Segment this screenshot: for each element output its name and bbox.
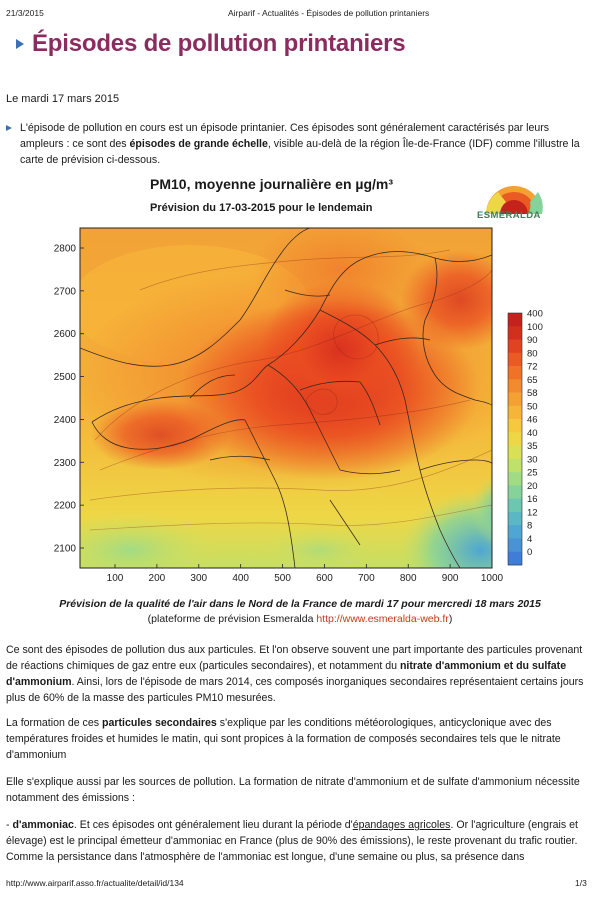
legend-swatch <box>508 472 522 486</box>
legend-swatch <box>508 525 522 539</box>
x-tick-label: 100 <box>106 573 124 584</box>
map-graphic <box>40 170 560 590</box>
x-tick-label: 300 <box>190 573 208 584</box>
x-tick-label: 900 <box>441 573 459 584</box>
x-tick-label: 200 <box>148 573 166 584</box>
legend-swatch <box>508 406 522 420</box>
legend-swatch <box>508 340 522 354</box>
x-tick-label: 400 <box>232 573 250 584</box>
map-plot-area <box>40 220 560 590</box>
print-footer-page: 1/3 <box>575 878 587 888</box>
caption-source-suffix: ) <box>448 613 453 625</box>
para2-text-a: La formation de ces <box>6 717 102 729</box>
legend-label: 12 <box>527 507 538 519</box>
page-title-text: Épisodes de pollution printaniers <box>32 30 406 57</box>
legend-swatch <box>508 366 522 380</box>
para4-text-e: . Or l'agriculture (engrais et élevage) est le principal émetteur d'ammoniac en France (plus de 90% des émissions), le reste provenant du trafic routier. Comme la persistance dans l'atmosphère de l'ammoniac est longue, d'une semaine ou plus, sa présence dans <box>6 819 578 863</box>
map-title: PM10, moyenne journalière en µg/m³ <box>150 176 394 192</box>
legend-label: 100 <box>527 321 543 333</box>
print-header-date: 21/3/2015 <box>6 8 44 18</box>
intro-text-1: L'épisode de pollution en cours est un épisode printanier. Ces épisodes sont généralement caractérisés par leurs ampleurs : ce sont des <box>20 122 550 150</box>
y-axis <box>54 244 84 555</box>
color-legend <box>508 309 543 566</box>
legend-label: 72 <box>527 361 538 373</box>
paragraph-particles <box>6 642 588 706</box>
legend-swatch <box>508 393 522 407</box>
legend-label: 46 <box>527 414 538 426</box>
para1-bold: nitrate d'ammonium et du sulfate d'ammonium <box>6 660 567 688</box>
epandages-agricoles-link[interactable]: épandages agricoles <box>352 819 451 831</box>
legend-swatch <box>508 485 522 499</box>
legend-label: 16 <box>527 494 538 506</box>
legend-swatch <box>508 326 522 340</box>
title-arrow-icon <box>16 39 24 49</box>
legend-label: 40 <box>527 427 538 439</box>
pm10-forecast-map <box>40 170 560 590</box>
legend-label: 25 <box>527 467 538 479</box>
y-tick-label: 2600 <box>53 329 76 341</box>
legend-label: 0 <box>527 547 533 559</box>
para2-bold: particules secondaires <box>102 717 217 729</box>
x-tick-label: 500 <box>274 573 291 584</box>
legend-label: 20 <box>527 480 538 492</box>
legend-label: 50 <box>527 401 538 413</box>
legend-swatch <box>508 432 522 446</box>
legend-swatch <box>508 538 522 552</box>
paragraph-secondary-particles <box>6 715 588 763</box>
article-date: Le mardi 17 mars 2015 <box>6 93 120 105</box>
para1-text-a: Ce sont des épisodes de pollution dus aux particules. Et l'on observe souvent une part importante des particules provenant de réactions chimiques de gaz entre eux (particules secondaires), et notamment du <box>6 644 583 672</box>
legend-swatch <box>508 446 522 460</box>
legend-swatch <box>508 512 522 526</box>
y-tick-label: 2800 <box>53 243 76 255</box>
legend-label: 4 <box>527 533 533 545</box>
y-tick-label: 2500 <box>53 372 76 384</box>
print-footer-url: http://www.airparif.asso.fr/actualite/detail/id/134 <box>6 878 184 888</box>
legend-swatch <box>508 499 522 513</box>
intro-paragraph <box>6 120 588 168</box>
y-tick-label: 2200 <box>53 500 76 512</box>
legend-swatch <box>508 459 522 473</box>
y-tick-label: 2700 <box>53 286 76 298</box>
x-tick-label: 600 <box>316 573 333 584</box>
paragraph-sources: Elle s'explique aussi par les sources de pollution. La formation de nitrate d'ammonium et de sulfate d'ammonium nécessite notamment des émissions : <box>6 776 580 804</box>
y-tick-label: 2100 <box>53 543 76 555</box>
legend-swatch <box>508 552 522 566</box>
legend-swatch <box>508 313 522 327</box>
para1-text-c: . Ainsi, lors de l'épisode de mars 2014, ces composés inorganiques secondaires représentaient certains jours plus de 60% de la masse des particules PM10 mesurées. <box>6 676 584 704</box>
legend-label: 80 <box>527 348 538 360</box>
print-header-title: Airparif - Actualités - Épisodes de pollution printaniers <box>228 8 430 18</box>
intro-text-2: , visible au-delà de la région Île-de-France (IDF) comme l'illustre la carte de prévision ci-dessous. <box>20 138 580 166</box>
para4-text-c: . Et ces épisodes ont généralement lieu durant la période d' <box>73 819 353 831</box>
legend-swatch <box>508 353 522 367</box>
para2-text-c: s'explique par les conditions météorologiques, anticyclonique avec des températures froides et humides le matin, qui sont propices à la formation de composés secondaires tels que le nitrate d'ammonium <box>6 717 561 761</box>
legend-label: 58 <box>527 388 538 400</box>
bullet-arrow-icon <box>6 125 12 131</box>
map-subtitle: Prévision du 17-03-2015 pour le lendemain <box>150 202 373 214</box>
esmeralda-logo-text: ESMERALDA <box>477 210 541 221</box>
intro-text-bold: épisodes de grande échelle <box>129 138 268 150</box>
esmeralda-link[interactable]: http://www.esmeralda-web.fr <box>316 613 449 625</box>
x-tick-label: 1000 <box>480 573 504 584</box>
x-tick-label: 700 <box>357 573 375 584</box>
caption-source-prefix: (plateforme de prévision Esmeralda <box>147 613 317 625</box>
legend-swatch <box>508 419 522 433</box>
x-tick-label: 800 <box>399 573 417 584</box>
legend-label: 90 <box>527 335 538 347</box>
legend-label: 35 <box>527 441 538 453</box>
legend-label: 400 <box>527 308 543 320</box>
intro-text <box>20 120 588 168</box>
figure-caption-title: Prévision de la qualité de l'air dans le Nord de la France de mardi 17 pour mercredi 18 mars 2015 <box>59 598 541 610</box>
y-tick-label: 2400 <box>53 414 76 426</box>
page-title <box>16 30 405 58</box>
legend-label: 30 <box>527 454 538 466</box>
para4-text-a: - <box>6 819 13 831</box>
paragraph-ammonia <box>6 817 588 865</box>
y-tick-label: 2300 <box>53 457 76 469</box>
para4-bold: d'ammoniac <box>12 819 74 831</box>
figure-caption-source <box>0 613 600 625</box>
legend-label: 8 <box>527 520 533 532</box>
legend-label: 65 <box>527 374 538 386</box>
legend-swatch <box>508 379 522 393</box>
